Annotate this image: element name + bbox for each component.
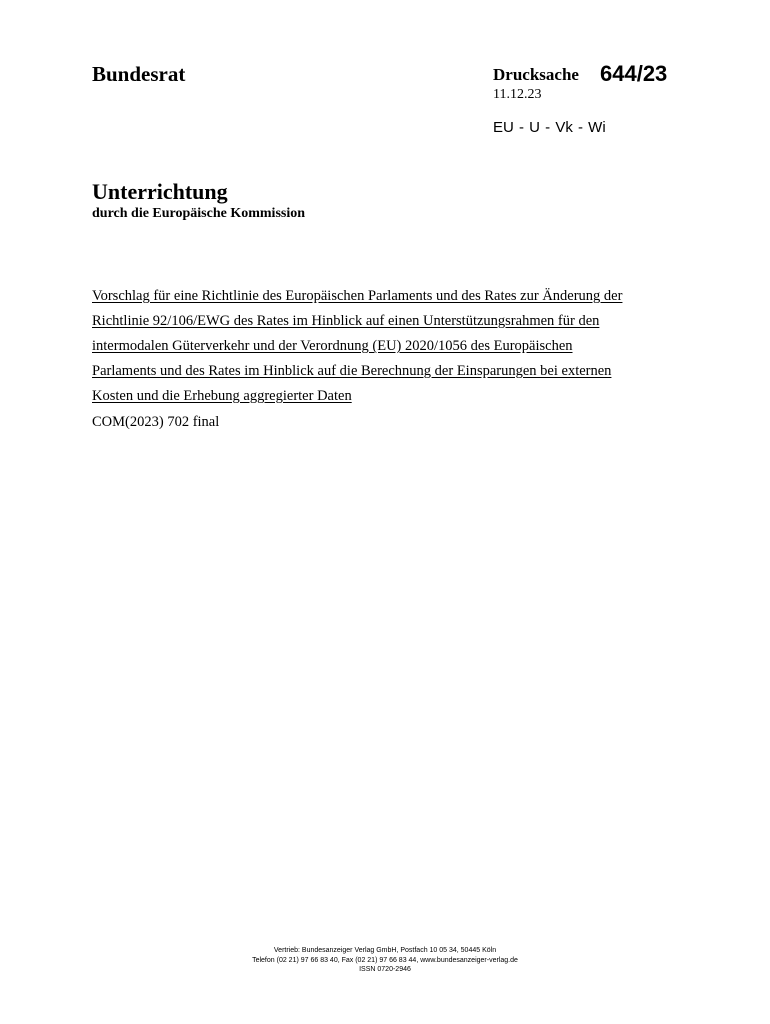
proposal-title-line: Parlaments und des Rates im Hinblick auf die Berechnung der Einsparungen bei externen (92, 363, 612, 379)
document-type-title: Unterrichtung (92, 179, 228, 204)
drucksache-label: Drucksache (493, 65, 579, 84)
publisher-footer (185, 946, 585, 975)
footer-distribution-line: Vertrieb: Bundesanzeiger Verlag GmbH, Postfach 10 05 34, 50445 Köln (273, 947, 497, 954)
document-subtitle: durch die Europäische Kommission (92, 206, 306, 221)
committee-codes: EU - U - Vk - Wi (493, 119, 606, 136)
proposal-title-line: Richtlinie 92/106/EWG des Rates im Hinblick auf einen Unterstützungsrahmen für den (92, 313, 600, 329)
footer-contact-line: Telefon (02 21) 97 66 83 40, Fax (02 21) 97 66 83 44, www.bundesanzeiger-verlag.de (252, 956, 518, 964)
proposal-title-line: Kosten und die Erhebung aggregierter Daten (92, 388, 352, 404)
proposal-title-line: intermodalen Güterverkehr und der Verordnung (EU) 2020/1056 des Europäischen (92, 338, 573, 354)
proposal-title-line: Vorschlag für eine Richtlinie des Europäischen Parlaments und des Rates zur Änderung der (92, 288, 623, 304)
com-reference: COM(2023) 702 final (92, 414, 220, 430)
drucksache-number: 644/23 (600, 61, 668, 86)
proposal-title (92, 284, 692, 409)
document-date: 11.12.23 (493, 87, 542, 102)
issuing-body: Bundesrat (92, 62, 186, 86)
footer-issn-line: ISSN 0720-2946 (359, 966, 411, 973)
